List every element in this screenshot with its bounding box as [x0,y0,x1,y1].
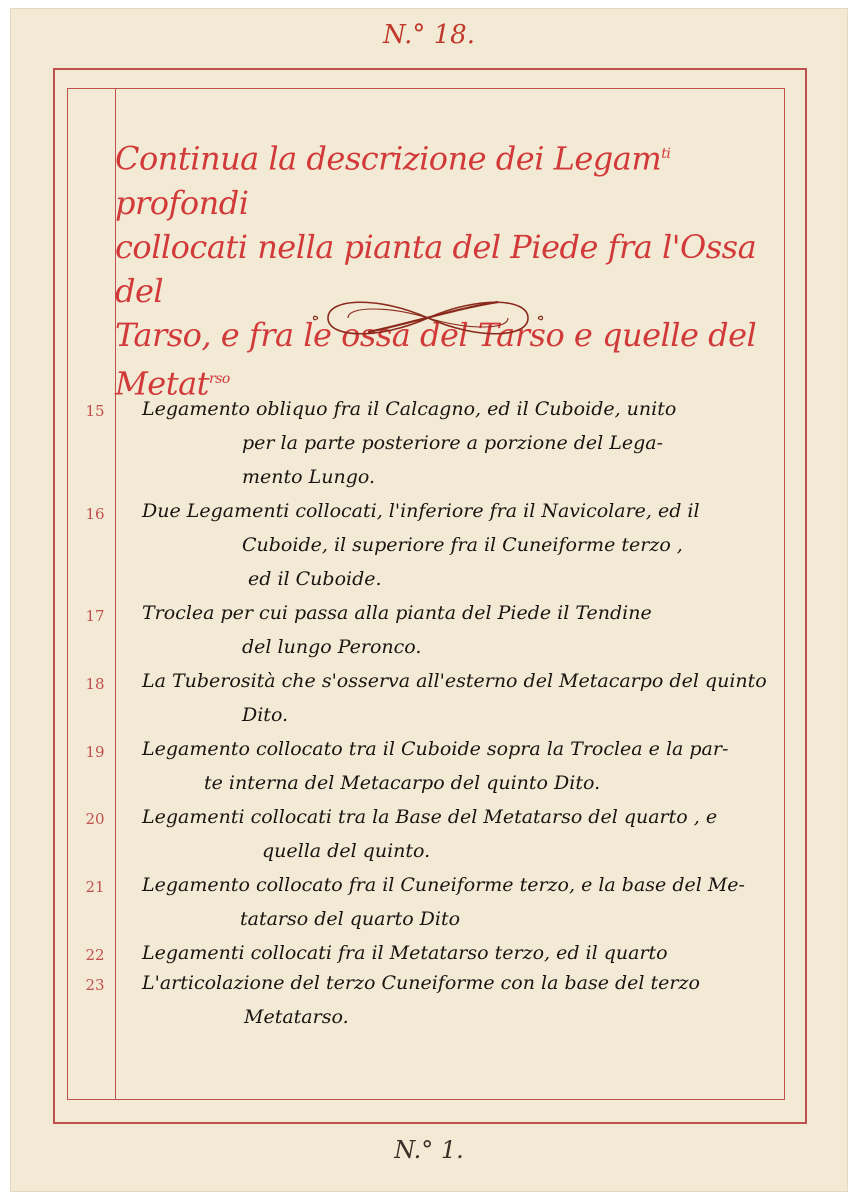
entry-17-line-2: del lungo Peronco. [242,636,422,658]
title-superscript-1: ti [661,146,671,162]
entry-16-line-1: Due Legamenti collocati, l'inferiore fra il Navicolare, ed il [142,500,700,522]
title-line-1 [115,132,775,225]
page-number-top: N.° 18. [383,20,475,50]
entry-number-21: 21 [85,878,105,896]
title-line-2: collocati nella pianta del Piede fra l'Ossa del [115,227,757,310]
entry-number-19: 19 [85,743,105,761]
entry-16-line-3: ed il Cuboide. [248,568,382,590]
entry-15-line-2: per la parte posteriore a porzione del Lega- [242,432,664,454]
entry-23-line-1: L'articolazione del terzo Cuneiforme con la base del terzo [142,972,700,994]
entry-22-line-1: Legamenti collocati fra il Metatarso terzo, ed il quarto [142,942,668,964]
entry-21-line-1: Legamento collocato fra il Cuneiforme terzo, e la base del Me- [142,874,745,896]
page-title [115,132,775,405]
flourish-ornament [308,288,548,348]
page-number-bottom: N.° 1. [394,1136,464,1164]
entry-20-line-2: quella del quinto. [262,840,431,862]
entry-number-23: 23 [85,976,105,994]
entry-19-line-1: Legamento collocato tra il Cuboide sopra la Troclea e la par- [142,738,729,760]
entry-17-line-1: Troclea per cui passa alla pianta del Piede il Tendine [142,602,652,624]
entry-19-line-2: te interna del Metacarpo del quinto Dito. [204,772,601,794]
entry-16-line-2: Cuboide, il superiore fra il Cuneiforme terzo , [242,534,683,556]
entry-number-16: 16 [85,505,105,523]
entry-number-17: 17 [85,607,105,625]
entry-number-18: 18 [85,675,105,693]
title-superscript-3: rso [209,370,230,387]
entry-number-22: 22 [85,946,105,964]
title-line-1-text: Continua la descrizione dei Legam [115,139,662,178]
entry-21-line-2: tatarso del quarto Dito [240,908,461,930]
entry-number-20: 20 [85,810,105,828]
entry-15-line-1: Legamento obliquo fra il Calcagno, ed il Cuboide, unito [142,398,677,420]
entry-15-line-3: mento Lungo. [242,466,376,488]
entry-18-line-1: La Tuberosità che s'osserva all'esterno del Metacarpo del quinto [142,670,767,692]
title-line-3-text: Tarso, e fra le ossa del Tarso e quelle del Metat [115,315,757,403]
entry-18-line-2: Dito. [242,704,289,726]
entry-20-line-1: Legamenti collocati tra la Base del Metatarso del quarto , e [142,806,718,828]
entry-number-15: 15 [85,402,105,420]
entry-23-line-2: Metatarso. [244,1006,349,1028]
title-line-1-end: profondi [115,183,249,222]
